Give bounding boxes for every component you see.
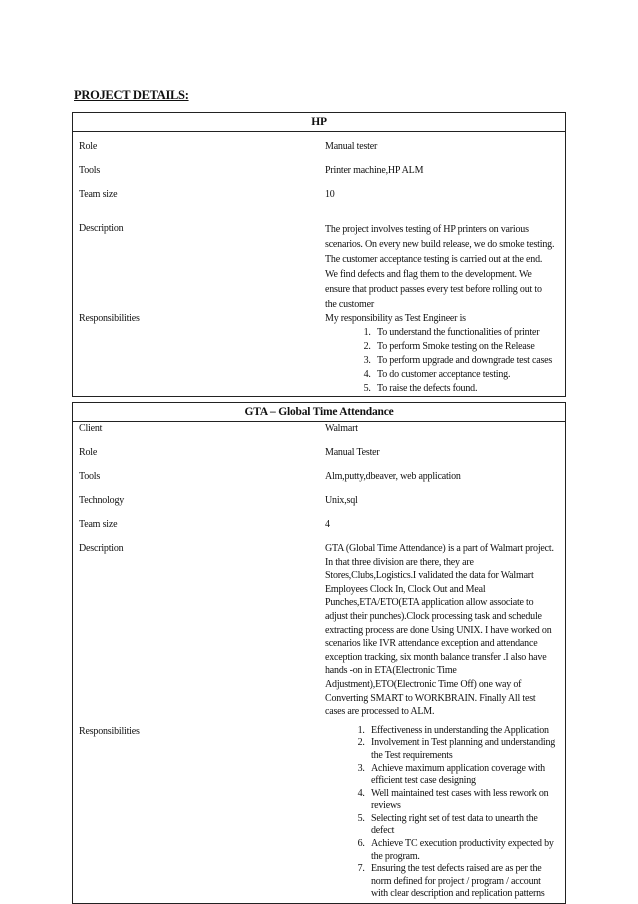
list-item: 1. Effectiveness in understanding the Application bbox=[367, 725, 559, 738]
row-label: Responsibilities bbox=[73, 723, 320, 904]
row-value: Manual tester bbox=[319, 132, 566, 165]
responsibilities-list bbox=[325, 725, 559, 901]
row-value: 10 bbox=[319, 188, 566, 222]
table-row bbox=[73, 494, 566, 518]
row-value: Walmart bbox=[319, 422, 566, 447]
row-value: Manual Tester bbox=[319, 446, 566, 470]
row-value: 4 bbox=[319, 518, 566, 542]
project-title-row bbox=[73, 113, 566, 132]
row-label: Role bbox=[73, 446, 320, 470]
list-item: 1. To understand the functionalities of printer bbox=[373, 326, 565, 340]
responsibilities-cell bbox=[319, 312, 566, 397]
list-item: 3. To perform upgrade and downgrade test cases bbox=[373, 354, 565, 368]
list-item: 3. Achieve maximum application coverage with efficient test case designing bbox=[367, 763, 559, 788]
section-heading: PROJECT DETAILS: bbox=[74, 88, 189, 102]
row-label: Technology bbox=[73, 494, 320, 518]
row-label: Responsibilities bbox=[73, 312, 320, 397]
row-value: Unix,sql bbox=[319, 494, 566, 518]
table-row bbox=[73, 446, 566, 470]
row-label: Role bbox=[73, 132, 320, 165]
row-value: The project involves testing of HP printers on various scenarios. On every new build release, we do smoke testing. The customer acceptance testing is carried out at the end. We find defects and flag them to the development. We ensure that product passes every test before rolling out to the customer bbox=[319, 222, 566, 312]
table-row bbox=[73, 222, 566, 312]
table-row bbox=[73, 518, 566, 542]
row-label: Team size bbox=[73, 188, 320, 222]
table-row bbox=[73, 188, 566, 222]
list-item: 5. To raise the defects found. bbox=[373, 382, 565, 396]
table-row bbox=[73, 132, 566, 165]
list-item: 5. Selecting right set of test data to unearth the defect bbox=[367, 813, 559, 838]
responsibilities-intro: My responsibility as Test Engineer is bbox=[325, 313, 466, 324]
project-title: GTA – Global Time Attendance bbox=[73, 403, 566, 422]
project-title-row bbox=[73, 403, 566, 422]
row-value: Alm,putty,dbeaver, web application bbox=[319, 470, 566, 494]
row-label: Client bbox=[73, 422, 320, 447]
table-row bbox=[73, 312, 566, 397]
responsibilities-list bbox=[325, 326, 565, 396]
row-value: Printer machine,HP ALM bbox=[319, 164, 566, 188]
row-label: Team size bbox=[73, 518, 320, 542]
list-item: 4. Well maintained test cases with less rework on reviews bbox=[367, 788, 559, 813]
project-title: HP bbox=[73, 113, 566, 132]
responsibilities-cell bbox=[319, 723, 566, 904]
project-table-gta bbox=[72, 402, 566, 904]
row-label: Description bbox=[73, 222, 320, 312]
row-label: Tools bbox=[73, 470, 320, 494]
list-item: 7. Ensuring the test defects raised are as per the norm defined for project / program / account with clear description and replication patterns bbox=[367, 863, 559, 901]
list-item: 2. Involvement in Test planning and understanding the Test requirements bbox=[367, 737, 559, 762]
table-row bbox=[73, 470, 566, 494]
table-row bbox=[73, 542, 566, 723]
table-row bbox=[73, 723, 566, 904]
list-item: 2. To perform Smoke testing on the Release bbox=[373, 340, 565, 354]
row-value: GTA (Global Time Attendance) is a part of Walmart project. In that three division are there, they are Stores,Clubs,Logistics.I validated the data for Walmart Employees Clock In, Clock Out and Meal Punches,ETA/ETO(ETA application allow associate to adjust their punches).Clock processing task and schedule extracting process are done Using UNIX. I have worked on scenarios like IVR attendance exception and attendance exception tracking, six month balance transfer .I also have hands -on in ETA(Electronic Time Adjustment),ETO(Electronic Time Off) one way of Converting SMART to WORKBRAIN. Finally All test cases are processed to ALM. bbox=[319, 542, 566, 723]
table-row bbox=[73, 422, 566, 447]
list-item: 4. To do customer acceptance testing. bbox=[373, 368, 565, 382]
project-table-hp bbox=[72, 112, 566, 397]
table-row bbox=[73, 164, 566, 188]
row-label: Description bbox=[73, 542, 320, 723]
row-label: Tools bbox=[73, 164, 320, 188]
list-item: 6. Achieve TC execution productivity expected by the program. bbox=[367, 838, 559, 863]
